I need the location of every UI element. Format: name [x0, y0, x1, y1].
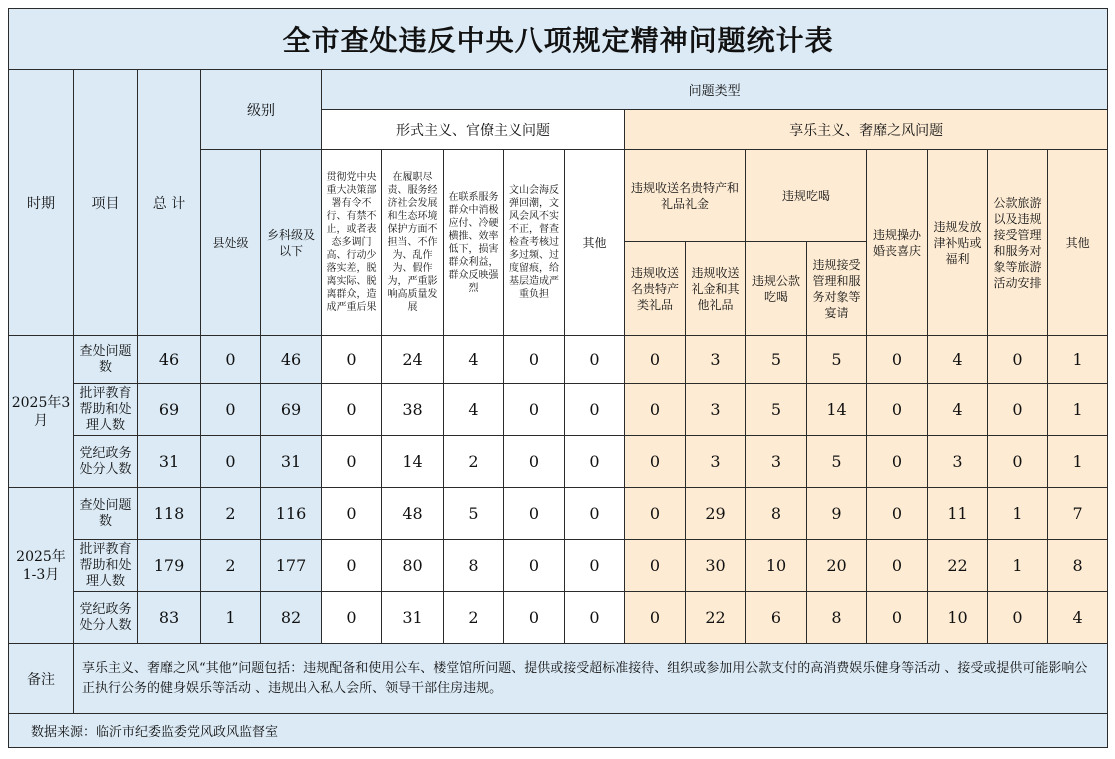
cell-township: 116 — [261, 488, 322, 540]
row-item-label: 批评教育帮助和处理人数 — [74, 540, 138, 592]
header-gift-col-2: 违规收送礼金和其他礼品 — [686, 242, 746, 336]
cell-hedonism-other: 7 — [1048, 488, 1108, 540]
cell-township: 31 — [261, 436, 322, 488]
period-label: 2025年3月 — [9, 336, 74, 488]
cell-wedding: 0 — [867, 488, 928, 540]
cell-total: 179 — [138, 540, 201, 592]
cell-subsidy: 4 — [928, 384, 988, 436]
header-dining-col-1: 违规公款吃喝 — [746, 242, 807, 336]
cell-gift-1: 0 — [625, 540, 686, 592]
cell-dining-1: 8 — [746, 488, 807, 540]
cell-gift-1: 0 — [625, 336, 686, 384]
header-dining-group: 违规吃喝 — [746, 150, 867, 242]
cell-dining-2: 9 — [807, 488, 867, 540]
cell-county: 2 — [201, 540, 261, 592]
cell-formalism-other: 0 — [565, 436, 625, 488]
header-travel: 公款旅游以及违规接受管理和服务对象等旅游活动安排 — [988, 150, 1048, 336]
cell-formalism-4: 0 — [504, 592, 565, 644]
cell-formalism-4: 0 — [504, 384, 565, 436]
cell-township: 69 — [261, 384, 322, 436]
cell-dining-1: 6 — [746, 592, 807, 644]
cell-subsidy: 11 — [928, 488, 988, 540]
cell-travel: 0 — [988, 384, 1048, 436]
cell-formalism-2: 14 — [382, 436, 444, 488]
cell-formalism-2: 38 — [382, 384, 444, 436]
cell-hedonism-other: 4 — [1048, 592, 1108, 644]
cell-total: 69 — [138, 384, 201, 436]
cell-formalism-1: 0 — [322, 336, 382, 384]
page-title: 全市查处违反中央八项规定精神问题统计表 — [9, 9, 1108, 70]
cell-total: 83 — [138, 592, 201, 644]
cell-township: 46 — [261, 336, 322, 384]
cell-formalism-4: 0 — [504, 540, 565, 592]
cell-dining-1: 5 — [746, 336, 807, 384]
cell-gift-2: 29 — [686, 488, 746, 540]
cell-formalism-other: 0 — [565, 592, 625, 644]
header-formalism-col-1: 贯彻党中央重大决策部署有令不行、有禁不止，或者表态多调门高、行动少落实差，脱离实际、脱离群众，造成严重后果 — [322, 150, 382, 336]
cell-hedonism-other: 8 — [1048, 540, 1108, 592]
cell-dining-2: 20 — [807, 540, 867, 592]
cell-gift-1: 0 — [625, 384, 686, 436]
cell-county: 0 — [201, 436, 261, 488]
header-subsidy: 违规发放津补贴或福利 — [928, 150, 988, 336]
cell-gift-1: 0 — [625, 488, 686, 540]
header-formalism-col-other: 其他 — [565, 150, 625, 336]
cell-county: 2 — [201, 488, 261, 540]
table-row — [9, 384, 1108, 436]
cell-formalism-2: 80 — [382, 540, 444, 592]
cell-formalism-1: 0 — [322, 436, 382, 488]
cell-formalism-3: 4 — [444, 384, 504, 436]
cell-county: 1 — [201, 592, 261, 644]
cell-subsidy: 22 — [928, 540, 988, 592]
cell-wedding: 0 — [867, 540, 928, 592]
cell-total: 118 — [138, 488, 201, 540]
cell-hedonism-other: 1 — [1048, 436, 1108, 488]
cell-formalism-1: 0 — [322, 384, 382, 436]
header-problem-types: 问题类型 — [322, 70, 1108, 110]
stats-table-wrapper — [8, 8, 1107, 748]
cell-formalism-3: 8 — [444, 540, 504, 592]
cell-total: 46 — [138, 336, 201, 384]
period-label: 2025年1-3月 — [9, 488, 74, 644]
cell-gift-1: 0 — [625, 592, 686, 644]
data-source: 数据来源：临沂市纪委监委党风政风监督室 — [9, 714, 1108, 748]
table-row — [9, 336, 1108, 384]
cell-formalism-1: 0 — [322, 540, 382, 592]
cell-travel: 1 — [988, 540, 1048, 592]
cell-formalism-3: 2 — [444, 436, 504, 488]
cell-travel: 0 — [988, 336, 1048, 384]
cell-gift-2: 3 — [686, 436, 746, 488]
header-hedonism-other: 其他 — [1048, 150, 1108, 336]
cell-subsidy: 10 — [928, 592, 988, 644]
header-level-township: 乡科级及以下 — [261, 150, 322, 336]
row-item-label: 党纪政务处分人数 — [74, 592, 138, 644]
cell-formalism-other: 0 — [565, 384, 625, 436]
header-formalism-col-2: 在履职尽责、服务经济社会发展和生态环境保护方面不担当、不作为、乱作为、假作为，严重影响高质量发展 — [382, 150, 444, 336]
cell-total: 31 — [138, 436, 201, 488]
cell-formalism-2: 48 — [382, 488, 444, 540]
cell-wedding: 0 — [867, 436, 928, 488]
stats-table — [8, 8, 1108, 748]
header-gift-col-1: 违规收送名贵特产类礼品 — [625, 242, 686, 336]
table-row — [9, 592, 1108, 644]
header-formalism-col-4: 文山会海反弹回潮，文风会风不实不正，督查检查考核过多过频、过度留痕，给基层造成严重负担 — [504, 150, 565, 336]
note-label: 备注 — [9, 644, 74, 714]
row-item-label: 党纪政务处分人数 — [74, 436, 138, 488]
cell-gift-2: 22 — [686, 592, 746, 644]
cell-formalism-3: 5 — [444, 488, 504, 540]
header-hedonism: 享乐主义、奢靡之风问题 — [625, 110, 1108, 150]
cell-formalism-4: 0 — [504, 436, 565, 488]
cell-formalism-4: 0 — [504, 488, 565, 540]
row-item-label: 查处问题数 — [74, 336, 138, 384]
cell-formalism-1: 0 — [322, 488, 382, 540]
cell-formalism-other: 0 — [565, 488, 625, 540]
cell-dining-2: 5 — [807, 336, 867, 384]
cell-dining-1: 10 — [746, 540, 807, 592]
header-period: 时期 — [9, 70, 74, 336]
cell-hedonism-other: 1 — [1048, 384, 1108, 436]
cell-dining-2: 8 — [807, 592, 867, 644]
header-formalism-col-3: 在联系服务群众中消极应付、冷硬横推、效率低下，损害群众利益，群众反映强烈 — [444, 150, 504, 336]
cell-formalism-1: 0 — [322, 592, 382, 644]
header-dining-col-2: 违规接受管理和服务对象等宴请 — [807, 242, 867, 336]
table-row — [9, 436, 1108, 488]
row-item-label: 批评教育帮助和处理人数 — [74, 384, 138, 436]
row-item-label: 查处问题数 — [74, 488, 138, 540]
cell-travel: 1 — [988, 488, 1048, 540]
cell-formalism-other: 0 — [565, 540, 625, 592]
header-level-county: 县处级 — [201, 150, 261, 336]
header-item: 项目 — [74, 70, 138, 336]
cell-wedding: 0 — [867, 336, 928, 384]
cell-township: 177 — [261, 540, 322, 592]
cell-formalism-other: 0 — [565, 336, 625, 384]
cell-subsidy: 3 — [928, 436, 988, 488]
cell-dining-2: 14 — [807, 384, 867, 436]
cell-dining-2: 5 — [807, 436, 867, 488]
cell-formalism-4: 0 — [504, 336, 565, 384]
cell-gift-2: 30 — [686, 540, 746, 592]
cell-subsidy: 4 — [928, 336, 988, 384]
cell-gift-2: 3 — [686, 384, 746, 436]
cell-travel: 0 — [988, 592, 1048, 644]
cell-dining-1: 3 — [746, 436, 807, 488]
header-total: 总 计 — [138, 70, 201, 336]
cell-hedonism-other: 1 — [1048, 336, 1108, 384]
cell-travel: 0 — [988, 436, 1048, 488]
cell-gift-1: 0 — [625, 436, 686, 488]
cell-formalism-2: 31 — [382, 592, 444, 644]
header-level: 级别 — [201, 70, 322, 150]
cell-wedding: 0 — [867, 384, 928, 436]
cell-county: 0 — [201, 384, 261, 436]
cell-dining-1: 5 — [746, 384, 807, 436]
header-gift-group: 违规收送名贵特产和礼品礼金 — [625, 150, 746, 242]
cell-formalism-2: 24 — [382, 336, 444, 384]
cell-wedding: 0 — [867, 592, 928, 644]
cell-formalism-3: 4 — [444, 336, 504, 384]
cell-county: 0 — [201, 336, 261, 384]
cell-gift-2: 3 — [686, 336, 746, 384]
cell-township: 82 — [261, 592, 322, 644]
note-text: 享乐主义、奢靡之风“其他”问题包括：违规配备和使用公车、楼堂馆所问题、提供或接受超标准接待、组织或参加用公款支付的高消费娱乐健身等活动 、接受或提供可能影响公正执行公务的健身娱乐等活动 、违规出入私人会所、领导干部住房违规。 — [74, 644, 1108, 714]
header-wedding: 违规操办婚丧喜庆 — [867, 150, 928, 336]
cell-formalism-3: 2 — [444, 592, 504, 644]
table-row — [9, 488, 1108, 540]
table-row — [9, 540, 1108, 592]
header-formalism: 形式主义、官僚主义问题 — [322, 110, 625, 150]
